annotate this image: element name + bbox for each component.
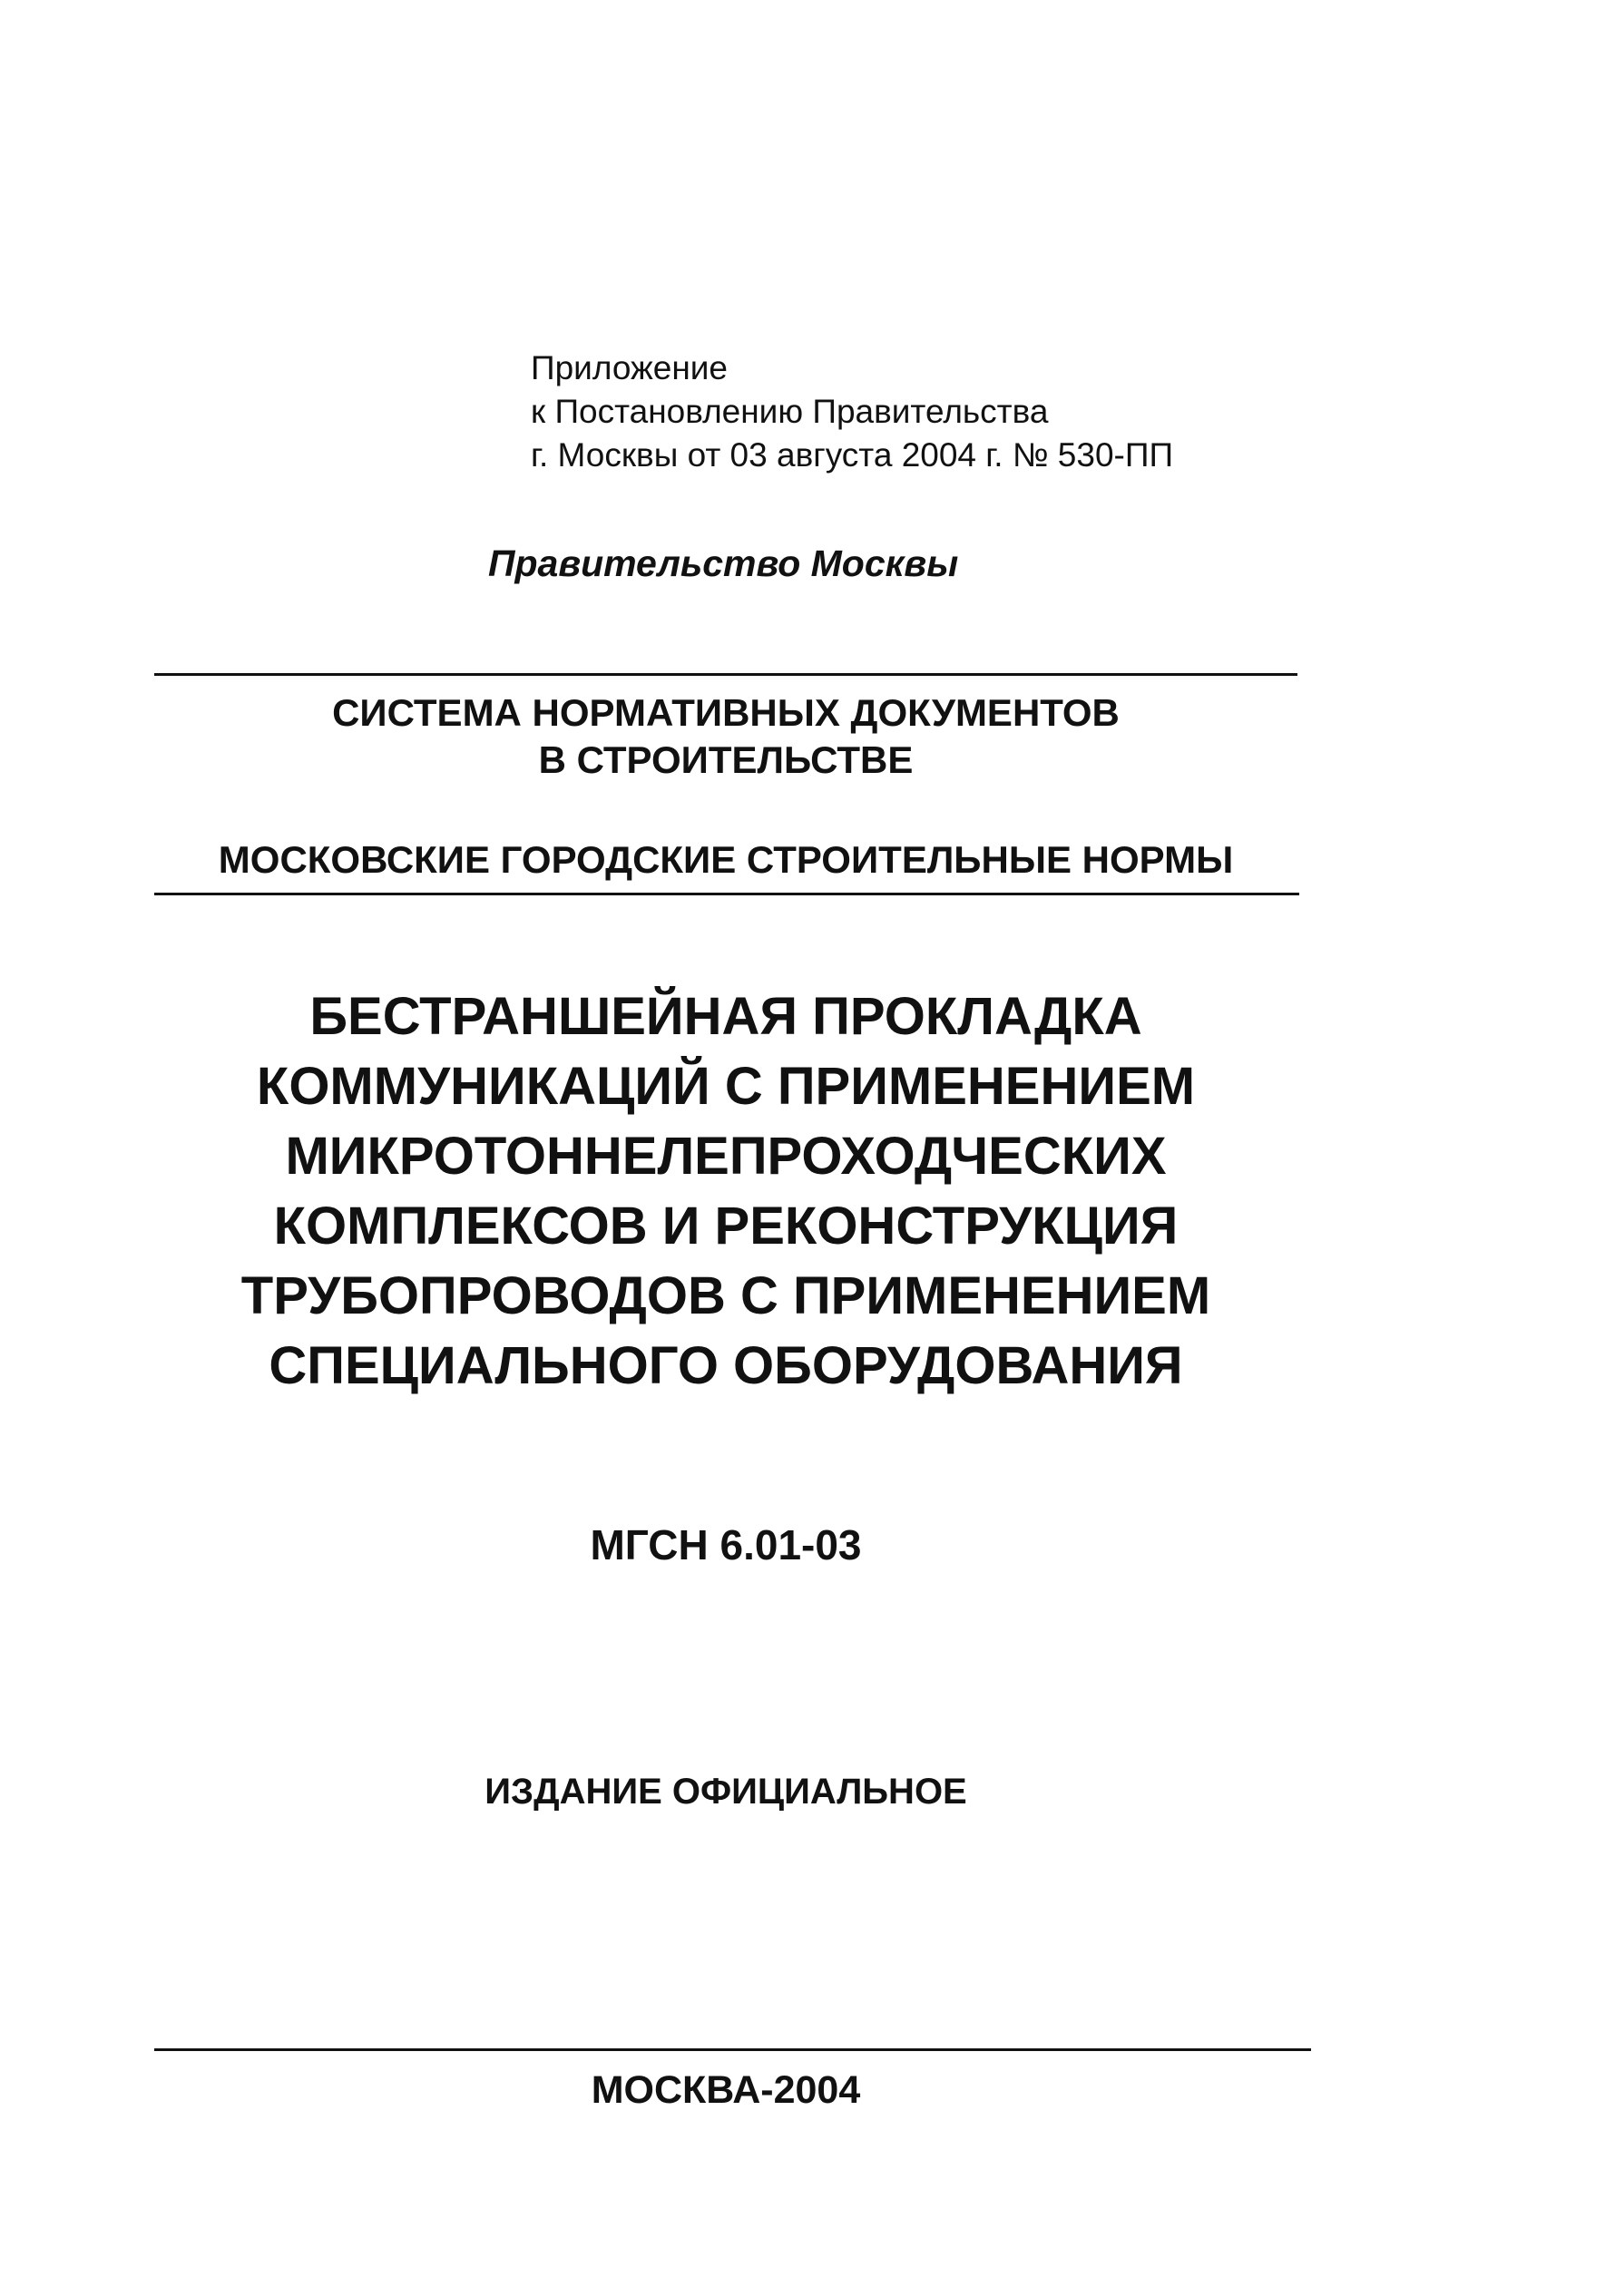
middle-divider (154, 893, 1299, 895)
norms-heading: МОСКОВСКИЕ ГОРОДСКИЕ СТРОИТЕЛЬНЫЕ НОРМЫ (218, 838, 1234, 881)
appendix-note (531, 347, 1173, 477)
title-line: КОММУНИКАЦИЙ С ПРИМЕНЕНИЕМ (256, 1057, 1196, 1116)
title-line: СПЕЦИАЛЬНОГО ОБОРУДОВАНИЯ (269, 1336, 1183, 1395)
title-line: ТРУБОПРОВОДОВ С ПРИМЕНЕНИЕМ (240, 1266, 1211, 1325)
top-divider (154, 673, 1297, 676)
system-heading-line: СИСТЕМА НОРМАТИВНЫХ ДОКУМЕНТОВ (332, 691, 1120, 734)
title-line: КОМПЛЕКСОВ И РЕКОНСТРУКЦИЯ (273, 1197, 1179, 1255)
edition-label: ИЗДАНИЕ ОФИЦИАЛЬНОЕ (484, 1772, 967, 1812)
city-year: МОСКВА-2004 (591, 2068, 861, 2112)
document-code: МГСН 6.01-03 (590, 1521, 862, 1568)
bottom-divider (154, 2048, 1311, 2051)
system-heading (154, 689, 1297, 784)
issuer-name: Правительство Москвы (488, 542, 959, 584)
appendix-line: Приложение (531, 349, 729, 386)
appendix-line: к Постановлению Правительства (531, 393, 1049, 430)
appendix-line: г. Москвы от 03 августа 2004 г. № 530-ПП (531, 436, 1174, 474)
document-title (154, 982, 1297, 1401)
title-line: БЕСТРАНШЕЙНАЯ ПРОКЛАДКА (309, 987, 1142, 1046)
title-line: МИКРОТОННЕЛЕПРОХОДЧЕСКИХ (285, 1127, 1167, 1186)
system-heading-line: В СТРОИТЕЛЬСТВЕ (538, 738, 914, 781)
